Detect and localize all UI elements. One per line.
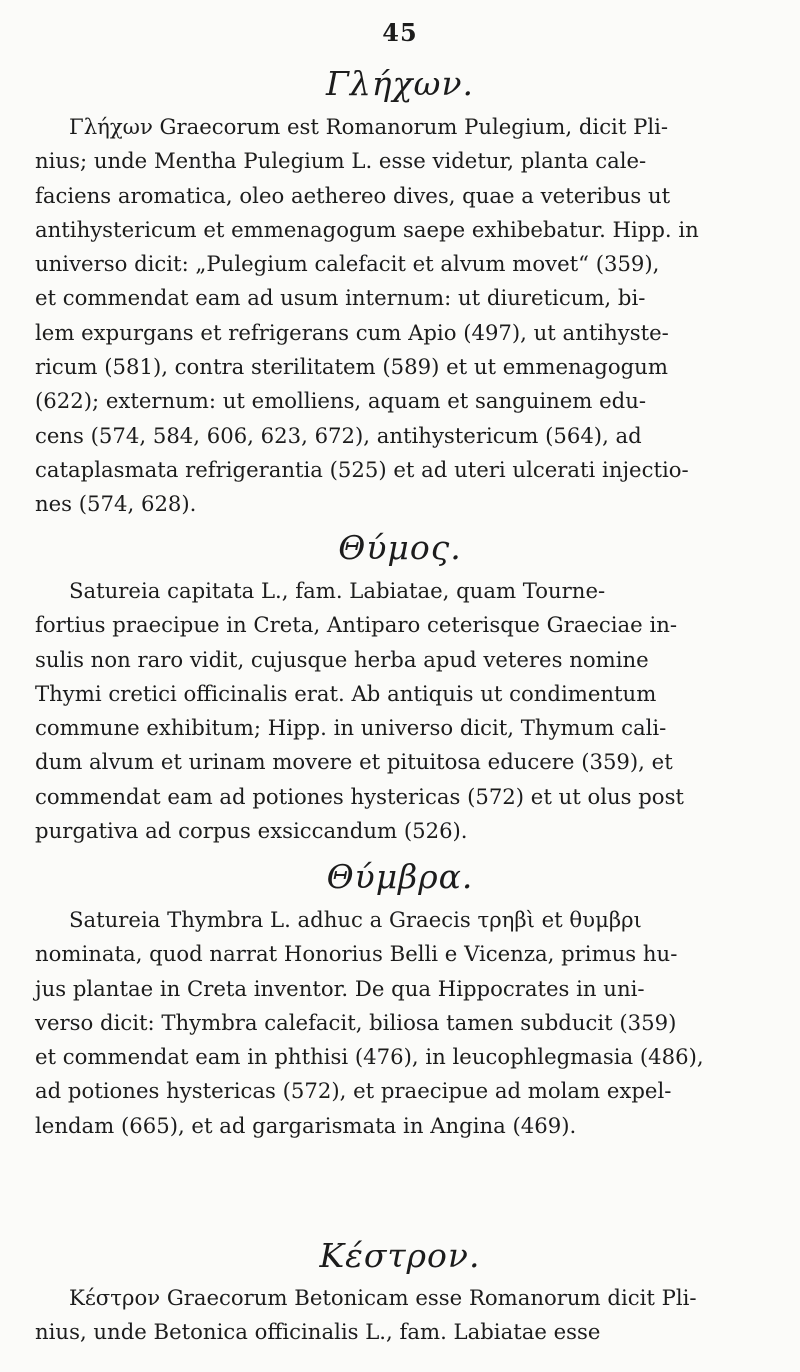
text-line: antihystericum et emmenagogum saepe exhibebatur. Hipp. in — [35, 216, 699, 242]
text-line: verso dicit: Thymbra calefacit, biliosa tamen subducit (359) — [35, 1009, 677, 1035]
text-line: nominata, quod narrat Honorius Belli e Vicenza, primus hu- — [35, 941, 678, 967]
text-line: cens (574, 584, 606, 623, 672), antihystericum (564), ad — [35, 422, 642, 448]
page-number: 45 — [382, 18, 418, 47]
text-line: cataplasmata refrigerantia (525) et ad uteri ulcerati injectio- — [35, 456, 689, 482]
section-title-thymos: Θύμος. — [338, 528, 462, 567]
text-line: Γλήχων Graecorum est Romanorum Pulegium, dicit Pli- — [69, 114, 669, 139]
text-line: jus plantae in Creta inventor. De qua Hippocrates in uni- — [35, 975, 645, 1001]
text-line: Thymi cretici officinalis erat. Ab antiquis ut condimentum — [35, 680, 657, 706]
text-line: lendam (665), et ad gargarismata in Angina (469). — [35, 1112, 577, 1138]
text-line: lem expurgans et refrigerans cum Apio (497), ut antihyste- — [35, 319, 669, 345]
text-line: commendat eam ad potiones hystericas (572) et ut olus post — [35, 783, 684, 809]
text-line: commune exhibitum; Hipp. in universo dicit, Thymum cali- — [35, 715, 667, 741]
text-line: Satureia Thymbra L. adhuc a Graecis τρηβὶ et θυμβρι — [69, 907, 642, 932]
text-line: Κέστρον Graecorum Betonicam esse Romanorum dicit Pli- — [69, 1285, 697, 1310]
text-line: faciens aromatica, oleo aethereo dives, quae a veteribus ut — [35, 182, 671, 208]
paragraph-thymbra — [35, 903, 765, 1143]
text-line: nes (574, 628). — [35, 491, 197, 517]
text-line: fortius praecipue in Creta, Antiparo ceterisque Graeciae in- — [35, 612, 678, 638]
paragraph-kestron — [35, 1281, 765, 1350]
text-line: et commendat eam ad usum internum: ut diureticum, bi- — [35, 285, 646, 311]
text-line: purgativa ad corpus exsiccandum (526). — [35, 818, 468, 844]
section-title-glechon: Γλήχων. — [325, 64, 475, 103]
text-line: nius, unde Betonica officinalis L., fam. Labiatae esse — [35, 1319, 601, 1345]
text-line: dum alvum et urinam movere et pituitosa educere (359), et — [35, 749, 673, 775]
text-line: ricum (581), contra sterilitatem (589) et ut emmenagogum — [35, 354, 668, 380]
text-line: sulis non raro vidit, cujusque herba apud veteres nomine — [35, 646, 649, 672]
section-title-kestron: Κέστρον. — [319, 1236, 481, 1275]
section-title-thymbra: Θύμβρα. — [326, 857, 474, 896]
text-line: Satureia capitata L., fam. Labiatae, quam Tourne- — [69, 578, 606, 603]
paragraph-thymos — [35, 574, 765, 848]
paragraph-glechon — [35, 110, 765, 522]
text-line: nius; unde Mentha Pulegium L. esse videtur, planta cale- — [35, 148, 647, 174]
text-line: et commendat eam in phthisi (476), in leucophlegmasia (486), — [35, 1044, 704, 1070]
text-line: (622); externum: ut emolliens, aquam et sanguinem edu- — [35, 388, 647, 414]
text-line: universo dicit: „Pulegium calefacit et alvum movet“ (359), — [35, 251, 660, 277]
text-line: ad potiones hystericas (572), et praecipue ad molam expel- — [35, 1078, 672, 1104]
